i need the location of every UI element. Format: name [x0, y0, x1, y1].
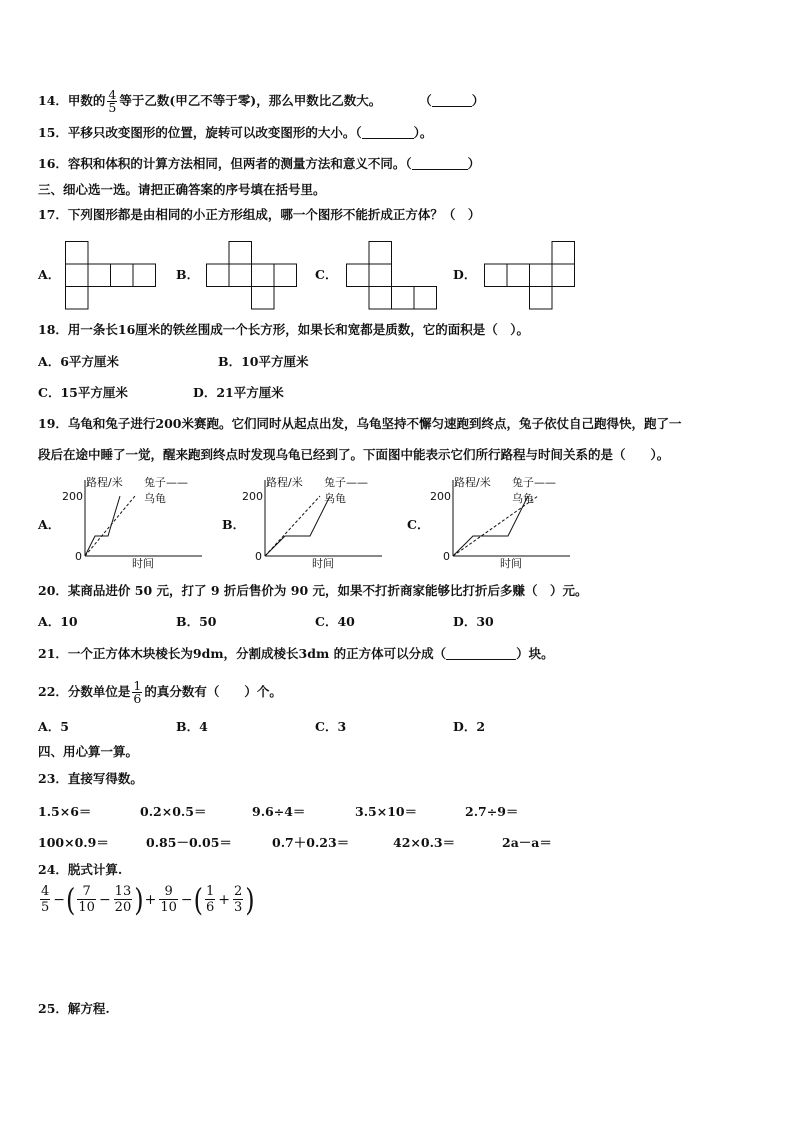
q21-answer-blank[interactable] — [446, 647, 516, 660]
q22-frac-den: 6 — [133, 691, 142, 706]
question-18: 18．用一条长16厘米的铁丝围成一个长方形，如果长和宽都是质数，它的面积是（ ）。 — [38, 322, 530, 337]
question-23: 23．直接写得数。 — [38, 771, 143, 786]
q22-fraction — [132, 680, 142, 705]
q23-r1-c1[interactable]: 1.5×6＝ — [38, 804, 92, 819]
q22-post: 的真分数有（ ）个。 — [144, 684, 282, 699]
q24-f1-den: 5 — [41, 900, 50, 915]
q21-text: 21．一个正方体木块棱长为9dm，分割成棱长3dm 的正方体可以分成（ — [38, 646, 447, 661]
q19c-y-label: 路程/米 — [454, 476, 491, 489]
q19a-x-label: 时间 — [132, 557, 154, 569]
q18-option-a[interactable]: A．6平方厘米 — [38, 354, 119, 369]
q17-option-d-label: D． — [453, 267, 477, 282]
q24-op2: − — [98, 891, 111, 908]
question-16 — [38, 156, 480, 172]
q19b-origin: 0 — [255, 550, 262, 563]
section-4-heading: 四、用心算一算。 — [38, 744, 139, 759]
q24-f5-num: 1 — [205, 884, 215, 899]
q19-graph-c[interactable] — [428, 474, 578, 573]
question-15 — [38, 125, 432, 141]
question-22 — [38, 680, 282, 705]
q17-option-a-label: A． — [38, 267, 61, 282]
q14-frac-den: 5 — [108, 100, 117, 115]
q18-option-d[interactable]: D．21平方厘米 — [193, 385, 284, 400]
q19b-x-label: 时间 — [312, 557, 334, 569]
q24-op1: − — [53, 891, 66, 908]
q19a-y-label: 路程/米 — [86, 476, 123, 489]
q19-option-c-label: C． — [407, 517, 430, 532]
q23-r1-c2[interactable]: 0.2×0.5＝ — [140, 804, 207, 819]
q23-r2-c3[interactable]: 0.7＋0.23＝ — [272, 835, 350, 850]
q22-pre: 22．分数单位是 — [38, 684, 131, 699]
q14-number: 14． — [38, 93, 68, 108]
q22-frac-num: 1 — [133, 678, 142, 693]
question-17: 17．下列图形都是由相同的小正方形组成，哪一个图形不能折成正方体？（ ） — [38, 207, 481, 222]
q20-option-b[interactable]: B．50 — [176, 614, 217, 629]
q17-net-c[interactable] — [345, 240, 439, 314]
q17-net-a[interactable] — [64, 240, 158, 314]
q19-option-a-label: A． — [38, 517, 61, 532]
q24-op5: + — [218, 891, 230, 908]
q16-answer-blank[interactable] — [412, 157, 468, 170]
section-3-heading: 三、细心选一选。请把正确答案的序号填在括号里。 — [38, 182, 326, 197]
q16-close: ） — [467, 156, 481, 171]
q19a-legend-turtle: 乌龟 — [144, 492, 166, 505]
q17-option-c-label: C． — [315, 267, 338, 282]
q23-r1-c4[interactable]: 3.5×10＝ — [355, 804, 418, 819]
q24-f2-den: 10 — [78, 900, 95, 915]
q19c-y-max: 200 — [430, 490, 451, 503]
q24-f2-num: 7 — [77, 884, 96, 900]
q24-f6-den: 3 — [234, 900, 243, 915]
q19c-legend-rabbit: 兔子—— — [512, 476, 556, 489]
q15-answer-blank[interactable] — [362, 126, 414, 139]
question-20: 20．某商品进价 50 元，打了 9 折后售价为 90 元，如果不打折商家能够比打折后多赚（ ）元。 — [38, 583, 588, 598]
q14-open: （ — [419, 93, 432, 108]
q17-net-d[interactable] — [483, 240, 577, 314]
q14-pre: 甲数的 — [67, 93, 106, 108]
q19a-origin: 0 — [75, 550, 82, 563]
q18-option-b[interactable]: B．10平方厘米 — [218, 354, 309, 369]
q21-close: ）块。 — [516, 646, 554, 661]
question-24: 24．脱式计算. — [38, 862, 123, 877]
q14-answer-blank[interactable] — [432, 94, 472, 107]
q22-option-a[interactable]: A．5 — [38, 719, 69, 734]
q19-option-b-label: B． — [222, 517, 246, 532]
q19a-y-max: 200 — [62, 490, 83, 503]
q24-f5-den: 6 — [205, 900, 215, 915]
q24-f3-num: 13 — [114, 884, 132, 899]
q22-option-d[interactable]: D．2 — [453, 719, 486, 734]
q22-option-b[interactable]: B．4 — [176, 719, 208, 734]
q16-text: 16．容积和体积的计算方法相同，但两者的测量方法和意义不同。（ — [38, 156, 412, 171]
question-25: 25．解方程. — [38, 1001, 110, 1016]
q15-close: ）。 — [413, 125, 433, 140]
q24-f4-den: 10 — [160, 900, 177, 915]
q14-post: 等于乙数(甲乙不等于零)，那么甲数比乙数大。 — [119, 93, 382, 108]
q18-option-c[interactable]: C．15平方厘米 — [38, 385, 128, 400]
q19c-legend-turtle: 乌龟 — [512, 492, 534, 505]
q23-r2-c2[interactable]: 0.85－0.05＝ — [146, 835, 232, 850]
q20-option-a[interactable]: A．10 — [38, 614, 78, 629]
q17-net-b[interactable] — [205, 240, 299, 314]
q19b-legend-turtle: 乌龟 — [324, 492, 346, 505]
q19b-legend-rabbit: 兔子—— — [324, 476, 368, 489]
q20-option-c[interactable]: C．40 — [315, 614, 355, 629]
question-14 — [38, 89, 484, 114]
q23-r2-c5[interactable]: 2a－a＝ — [502, 835, 552, 850]
question-21 — [38, 646, 554, 662]
q24-f6-num: 2 — [234, 884, 243, 899]
q24-f1-num: 4 — [41, 884, 50, 899]
q23-r1-c5[interactable]: 2.7÷9＝ — [465, 804, 519, 819]
q19-graph-b[interactable] — [240, 474, 390, 573]
q20-option-d[interactable]: D．30 — [453, 614, 494, 629]
q19c-origin: 0 — [443, 550, 450, 563]
q19b-y-max: 200 — [242, 490, 263, 503]
q24-expression: $\frac{4}{5}$ −( $\frac{7}{10}$ − $\frac{13}{20}$ )+ $\frac{9}{10}$ −( $\frac{1}{6}$ + $\frac{2}{3}$ ) — [41, 881, 255, 918]
q19a-legend-rabbit: 兔子—— — [144, 476, 188, 489]
question-19-line-1: 19．乌龟和兔子进行200米赛跑。它们同时从起点出发，乌龟坚持不懈匀速跑到终点，兔子依仗自己跑得快，跑了一 — [38, 416, 682, 431]
question-19-line-2: 段后在途中睡了一觉，醒来跑到终点时发现乌龟已经到了。下面图中能表示它们所行路程与时间关系的是（ ）。 — [38, 447, 670, 462]
q14-frac-num: 4 — [108, 87, 117, 102]
q19-graph-a[interactable] — [60, 474, 210, 573]
q23-r2-c4[interactable]: 42×0.3＝ — [393, 835, 456, 850]
q17-option-b-label: B． — [176, 267, 200, 282]
q24-f4-num: 9 — [159, 884, 178, 900]
q14-fraction — [107, 89, 117, 114]
q24-op3: + — [144, 891, 157, 908]
q22-option-c[interactable]: C．3 — [315, 719, 347, 734]
q23-r1-c3[interactable]: 9.6÷4＝ — [252, 804, 306, 819]
q19b-y-label: 路程/米 — [266, 476, 303, 489]
q24-f3-den: 20 — [114, 900, 132, 915]
q23-r2-c1[interactable]: 100×0.9＝ — [38, 835, 109, 850]
q14-close: ） — [471, 93, 485, 108]
q24-op4: − — [180, 891, 193, 908]
q19c-x-label: 时间 — [500, 557, 522, 569]
q15-text: 15．平移只改变图形的位置，旋转可以改变图形的大小。（ — [38, 125, 362, 140]
